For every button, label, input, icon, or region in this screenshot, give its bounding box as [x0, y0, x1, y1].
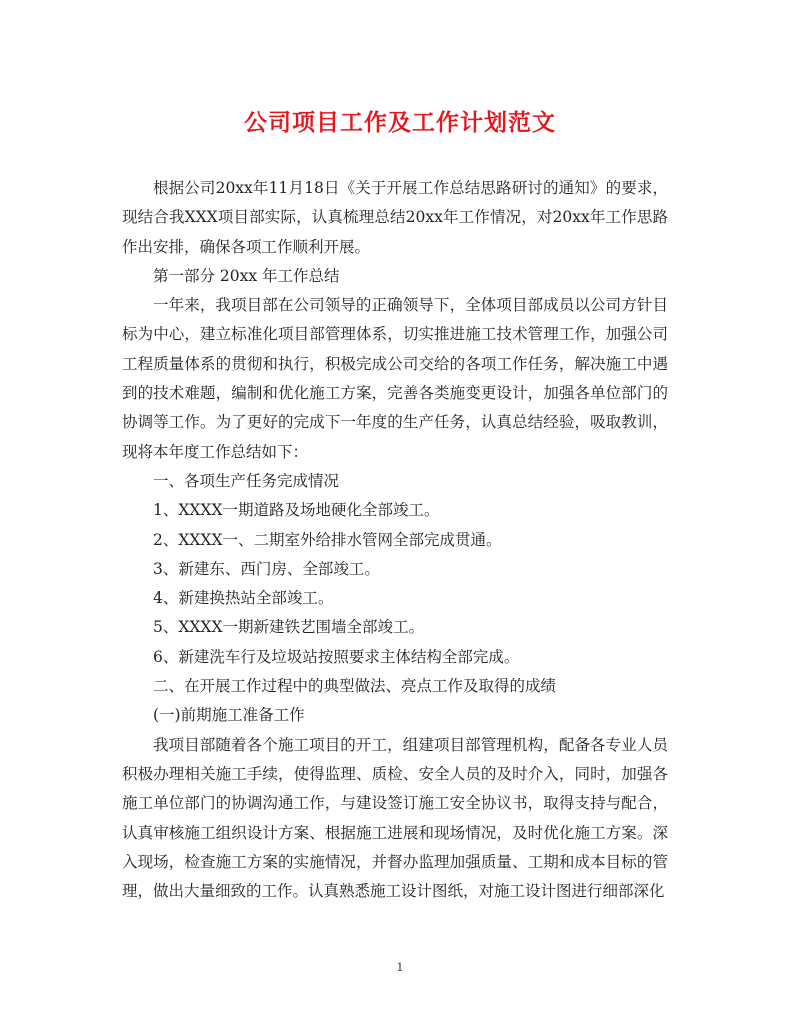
subheading-practices: 二、在开展工作过程中的典型做法、亮点工作及取得的成绩: [153, 677, 557, 696]
section-heading-part-one: 第一部分 20xx 年工作总结: [153, 266, 340, 285]
document-body: [122, 174, 668, 906]
page-number: 1: [396, 961, 404, 974]
list-item: 5、XXXX一期新建铁艺围墙全部竣工。: [153, 618, 425, 637]
list-item: 6、新建洗车行及垃圾站按照要求主体结构全部完成。: [153, 647, 520, 666]
document-title: 公司项目工作及工作计划范文: [244, 109, 556, 136]
list-item: 4、新建换热站全部竣工。: [153, 589, 334, 608]
list-item: 2、XXXX一、二期室外给排水管网全部完成贯通。: [153, 530, 502, 549]
subheading-task-completion: 一、各项生产任务完成情况: [153, 471, 340, 490]
paragraph-summary: 一年来，我项目部在公司领导的正确领导下，全体项目部成员以公司方针目标为中心，建立标准化项目部管理体系，切实推进施工技术管理工作，加强公司工程质量体系的贯彻和执行，积极完成公司交给的各项工作任务，解决施工中遇到的技术难题，编制和优化施工方案，完善各类施变更设计，加强各单位部门的协调等工作。为了更好的完成下一年度的生产任务，认真总结经验，吸取教训，现将本年度工作总结如下：: [122, 296, 668, 461]
list-item: 1、XXXX一期道路及场地硬化全部竣工。: [153, 501, 440, 520]
list-item: 3、新建东、西门房、全部竣工。: [153, 559, 380, 578]
paragraph-preparation: 我项目部随着各个施工项目的开工，组建项目部管理机构，配备各专业人员积极办理相关施工手续，使得监理、质检、安全人员的及时介入，同时，加强各施工单位部门的协调沟通工作，与建设签订施工安全协议书，取得支持与配合，认真审核施工组织设计方案、根据施工进展和现场情况，及时优化施工方案。深入现场，检查施工方案的实施情况，并督办监理加强质量、工期和成本目标的管理，做出大量细致的工作。认真熟悉施工设计图纸，对施工设计图进行细部深化: [122, 735, 668, 901]
subheading-preparation: (一)前期施工准备工作: [153, 706, 305, 725]
paragraph-intro: 根据公司20xx年11月18日《关于开展工作总结思路研讨的通知》的要求，现结合我XXX项目部实际，认真梳理总结20xx年工作情况，对20xx年工作思路作出安排，确保各项工作顺利开展。: [122, 179, 668, 256]
